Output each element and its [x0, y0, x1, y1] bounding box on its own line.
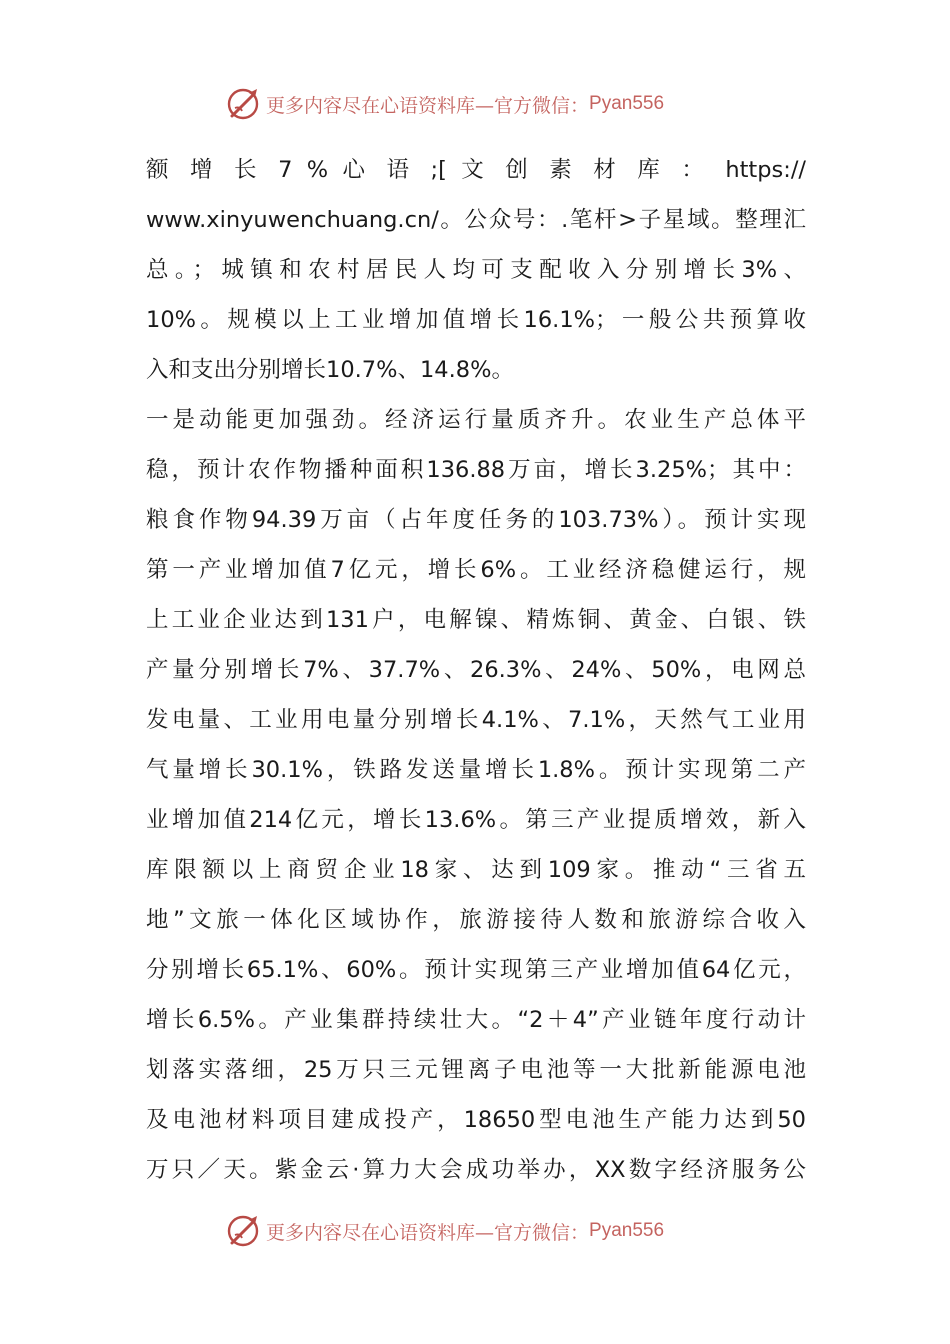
text-line: 总。；城镇和农村居民人均可支配收入分别增长3%、 — [146, 257, 806, 283]
banner-handle: Pyan556 — [589, 1220, 665, 1241]
text-line: 产量分别增长7%、37.7%、26.3%、24%、50%，电网总 — [146, 657, 806, 683]
text-line: 上工业企业达到131户，电解镍、精炼铜、黄金、白银、铁 — [146, 607, 806, 633]
banner-handle: Pyan556 — [589, 93, 665, 114]
text-line: 地”文旅一体化区域协作，旅游接待人数和旅游综合收入 — [146, 907, 806, 933]
text-line: 万只／天。紫金云·算力大会成功举办，XX数字经济服务公 — [146, 1157, 806, 1183]
text-line: www.xinyuwenchuang.cn/。公众号：.笔杆>子星域。整理汇 — [146, 207, 806, 233]
pen-logo-icon — [226, 86, 262, 122]
text-line: 第一产业增加值7亿元，增长6%。工业经济稳健运行，规 — [146, 557, 806, 583]
text-line: 10%。规模以上工业增加值增长16.1%；一般公共预算收 — [146, 307, 806, 333]
text-line: 入和支出分别增长10.7%、14.8%。 — [146, 357, 514, 383]
text-line: 稳，预计农作物播种面积136.88万亩，增长3.25%；其中： — [146, 457, 806, 483]
text-line: 发电量、工业用电量分别增长4.1%、7.1%，天然气工业用 — [146, 707, 806, 733]
text-line: 气量增长30.1%，铁路发送量增长1.8%。预计实现第二产 — [146, 757, 806, 783]
header-banner — [226, 84, 664, 124]
text-line: 及电池材料项目建成投产，18650型电池生产能力达到50 — [146, 1107, 806, 1133]
banner-text: 更多内容尽在心语资料库—官方微信： — [266, 1221, 590, 1244]
text-line: 粮食作物94.39万亩（占年度任务的103.73%）。预计实现 — [146, 507, 806, 533]
text-line: 分别增长65.1%、60%。预计实现第三产业增加值64亿元， — [146, 957, 806, 983]
text-line: 划落实落细，25万只三元锂离子电池等一大批新能源电池 — [146, 1057, 806, 1083]
text-line: 额 增 长 7 % 心 语 ;[ 文 创 素 材 库 ： https:// — [146, 157, 806, 183]
text-line: 库限额以上商贸企业18家、达到109家。推动“三省五 — [146, 857, 806, 883]
footer-banner — [226, 1211, 664, 1251]
text-line: 增长6.5%。产业集群持续壮大。“2＋4”产业链年度行动计 — [146, 1007, 806, 1033]
pen-logo-icon — [226, 1213, 262, 1249]
document-body — [146, 145, 806, 1195]
text-line: 业增加值214亿元，增长13.6%。第三产业提质增效，新入 — [146, 807, 806, 833]
banner-text: 更多内容尽在心语资料库—官方微信： — [266, 94, 590, 117]
text-line: 一是动能更加强劲。经济运行量质齐升。农业生产总体平 — [146, 407, 806, 433]
